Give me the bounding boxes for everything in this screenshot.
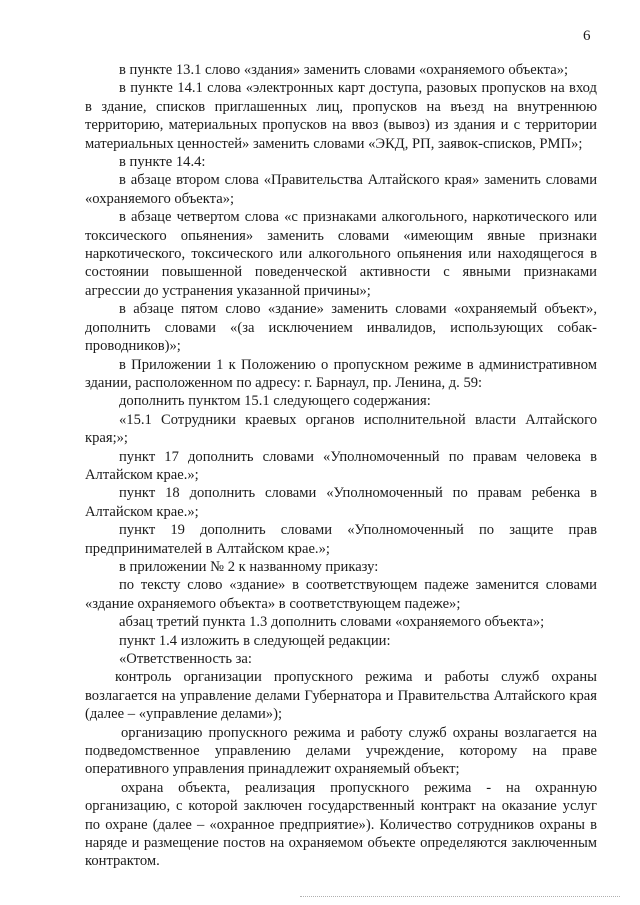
paragraph-10: пункт 17 дополнить словами «Уполномоченный по правам человека в Алтайском крае.»; — [85, 448, 597, 483]
paragraph-9: «15.1 Сотрудники краевых органов исполнительной власти Алтайского края;»; — [85, 411, 597, 447]
paragraph-1: в пункте 13.1 слово «здания» заменить словами «охраняемого объекта»; — [119, 62, 569, 78]
paragraph-3: в пункте 14.4: — [119, 154, 206, 171]
paragraph-2: в пункте 14.1 слова «электронных карт доступа, разовых пропусков на вход в здание, списков приглашенных лиц, пропусков на въезд на внутреннюю территорию, материальных пропусков на ввоз (вывоз) из здания и с территории материальных ценностей» заменить словами «ЭКД, РП, заявок-списков, РМП»; — [85, 80, 597, 152]
paragraph-4: в абзаце втором слова «Правительства Алтайского края» заменить словами «охраняемого объекта»; — [85, 172, 597, 207]
paragraph-12: пункт 19 дополнить словами «Уполномоченный по защите прав предпринимателей в Алтайском крае.»; — [85, 522, 597, 557]
paragraph-15: абзац третий пункта 1.3 дополнить словами «охраняемого объекта»; — [119, 614, 545, 631]
paragraph-18: контроль организации пропускного режима и работы служб охраны возлагается на управление делами Губернатора и Правительства Алтайского края (далее – «управление делами»); — [85, 669, 597, 723]
page-number: 6 — [583, 28, 591, 44]
paragraph-16: пункт 1.4 изложить в следующей редакции: — [119, 632, 391, 649]
paragraph-6: в абзаце пятом слово «здание» заменить словами «охраняемый объект», дополнить словами «(за исключением инвалидов, использующих собак-проводников)»; — [85, 301, 597, 355]
paragraph-14: по тексту слово «здание» в соответствующем падеже заменится словами «здание охраняемого объекта» в соответствующем падеже»; — [85, 577, 597, 612]
paragraph-7: в Приложении 1 к Положению о пропускном режиме в административном здании, расположенном по адресу: г. Барнаул, пр. Ленина, д. 59: — [85, 356, 597, 391]
document-body — [85, 61, 597, 871]
paragraph-8: дополнить пунктом 15.1 следующего содержания: — [119, 393, 431, 410]
paragraph-13: в приложении № 2 к названному приказу: — [119, 558, 379, 575]
paragraph-17: «Ответственность за: — [119, 651, 252, 667]
paragraph-11: пункт 18 дополнить словами «Уполномоченный по правам ребенка в Алтайском крае.»; — [85, 485, 597, 520]
paragraph-20: охрана объекта, реализация пропускного режима - на охранную организацию, с которой заключен государственный контракт на оказание услуг по охране (далее – «охранное предприятие»). Количество сотрудников охраны в наряде и размещение постов на охраняемом объекте определяются заключенным контрактом. — [85, 779, 597, 870]
paragraph-5: в абзаце четвертом слова «с признаками алкогольного, наркотического или токсического опьянения» заменить словами «имеющим явные признаки наркотического, токсического или алкогольного опьянения или находящегося в состоянии повышенной поведенческой активности с явными признаками агрессии до устранения указанной причины»; — [85, 209, 597, 299]
paragraph-19: организацию пропускного режима и работу служб охраны возлагается на подведомственное управлению делами учреждение, которому на праве оперативного управления принадлежит охраняемый объект; — [85, 724, 597, 778]
bottom-divider — [300, 896, 620, 897]
